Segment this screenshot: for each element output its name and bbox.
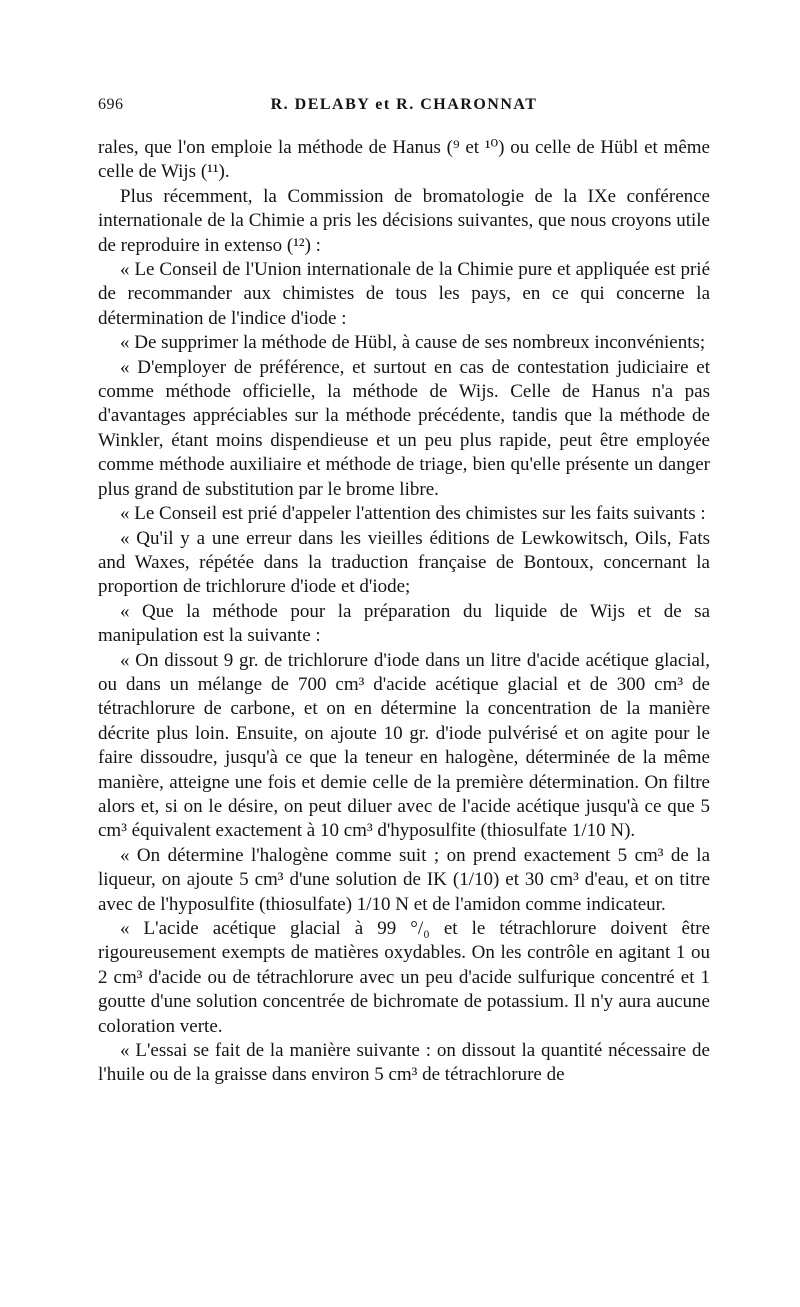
paragraph: « L'acide acétique glacial à 99 °/₀ et le tétrachlorure doivent être rigoureusement exempts de matières oxydables. On les contrôle en agitant 1 ou 2 cm³ d'acide ou de tétrachlorure avec un peu d'acide sulfurique concentré et 1 goutte d'une solution concentrée de bichromate de potassium. Il n'y aura aucune coloration verte. — [98, 918, 710, 1037]
paragraph: Plus récemment, la Commission de bromatologie de la IXe conférence internationale de la Chimie a pris les décisions suivantes, que nous croyons utile de reproduire in extenso (¹²) : — [98, 185, 710, 256]
paragraph: « L'essai se fait de la manière suivante : on dissout la quantité nécessaire de l'huile ou de la graisse dans environ 5 cm³ de tétrachlorure de — [98, 1040, 710, 1086]
body-text — [98, 136, 710, 1088]
paragraph: « Le Conseil est prié d'appeler l'attention des chimistes sur les faits suivants : — [120, 503, 706, 525]
paragraph: « Le Conseil de l'Union internationale de la Chimie pure et appliquée est prié de recommander aux chimistes de tous les pays, en ce qui concerne la détermination de l'indice d'iode : — [98, 259, 710, 329]
paragraph: rales, que l'on emploie la méthode de Hanus (⁹ et ¹⁰) ou celle de Hübl et même celle de Wijs (¹¹). — [98, 137, 710, 183]
paragraph: « D'employer de préférence, et surtout en cas de contestation judiciaire et comme méthode officielle, la méthode de Wijs. Celle de Hanus n'a pas d'avantages appréciables sur la méthode précédente, tandis que la méthode de Winkler, étant moins dispendieuse et un peu plus rapide, peut être employée comme méthode auxiliaire et méthode de triage, bien qu'elle présente un danger plus grand de substitution par le brome libre. — [98, 356, 710, 500]
paragraph: « On dissout 9 gr. de trichlorure d'iode dans un litre d'acide acétique glacial, ou dans un mélange de 700 cm³ d'acide acétique glacial et de 300 cm³ de tétrachlorure de carbone, et on en détermine la concentration de la manière décrite plus loin. Ensuite, on ajoute 10 gr. d'iode pulvérisé et on agite pour le faire dissoudre, jusqu'à ce que la teneur en halogène, déterminée de la même manière, atteigne une fois et demie celle de la première détermination. On filtre alors et, si on le désire, on peut diluer avec de l'acide acétique jusqu'à ce que 5 cm³ équivalent exactement à 10 cm³ d'hyposulfite (thiosulfate 1/10 N). — [98, 649, 710, 842]
paragraph: « Que la méthode pour la préparation du liquide de Wijs et de sa manipulation est la suivante : — [98, 600, 710, 647]
page-header — [98, 96, 710, 122]
paragraph: « Qu'il y a une erreur dans les vieilles éditions de Lewkowitsch, Oils, Fats and Waxes, répétée dans la traduction française de Bontoux, concernant la proportion de trichlorure d'iode et d'iode; — [98, 527, 710, 598]
paragraph: « On détermine l'halogène comme suit ; on prend exactement 5 cm³ de la liqueur, on ajoute 5 cm³ d'une solution de IK (1/10) et 30 cm³ d'eau, et on titre avec de l'hyposulfite (thiosulfate) 1/10 N et de l'amidon comme indicateur. — [98, 844, 710, 915]
running-head: R. DELABY et R. CHARONNAT — [270, 96, 538, 113]
paragraph: « De supprimer la méthode de Hübl, à cause de ses nombreux inconvénients; — [120, 332, 706, 354]
book-page — [98, 96, 710, 1088]
page-number: 696 — [98, 96, 124, 113]
